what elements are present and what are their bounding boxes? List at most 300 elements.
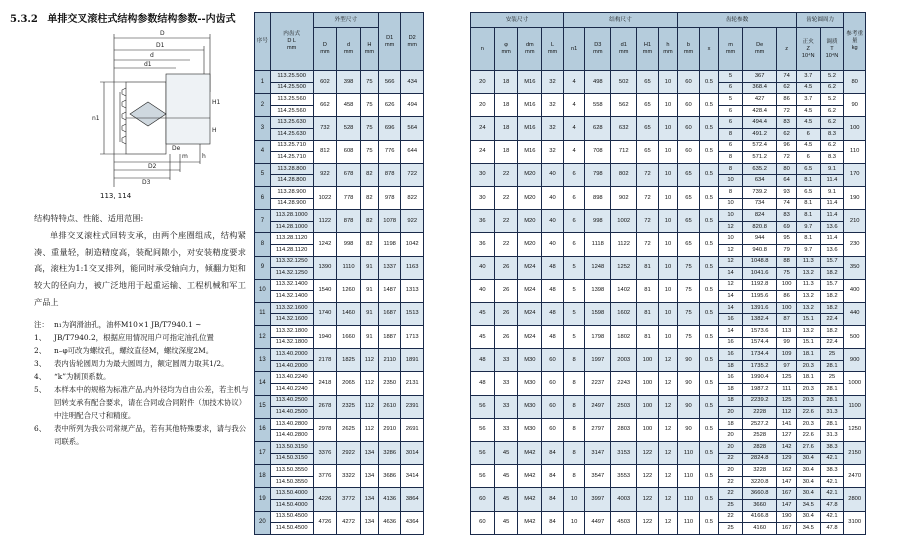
cell-weight: 400 <box>844 279 866 302</box>
table-row <box>255 140 424 152</box>
gear-f1: 4.5 <box>796 140 820 152</box>
cell-n1: 6 <box>563 163 585 186</box>
cell-D1: 1687 <box>378 302 401 325</box>
cell-phi: 26 <box>494 256 518 279</box>
gear-f1: 30.4 <box>796 511 820 523</box>
cell-D3: 2797 <box>585 418 611 441</box>
cell-n1: 6 <box>563 186 585 209</box>
model-113: 113.50.4500 <box>270 511 313 523</box>
cell-b: 110 <box>678 465 700 488</box>
model-113: 113.32.1800 <box>270 326 313 338</box>
gear-f2: 28.1 <box>820 384 844 396</box>
table-row <box>471 256 866 268</box>
gear-f2: 13.6 <box>820 221 844 233</box>
cell-n: 36 <box>471 210 495 233</box>
cell-D3: 3547 <box>585 465 611 488</box>
table-row <box>471 302 866 314</box>
cell-n: 48 <box>471 349 495 372</box>
header-h: h mm <box>658 28 677 71</box>
dim-label: h <box>202 153 206 160</box>
gear-f2: 28.1 <box>820 418 844 430</box>
gear-f1: 8.1 <box>796 198 820 210</box>
dim-label: d <box>150 52 154 59</box>
cell-dm: M20 <box>518 186 542 209</box>
gear-z: 62 <box>777 82 796 94</box>
header-dm: dm mm <box>518 28 542 71</box>
cell-n: 20 <box>471 71 495 94</box>
header-D: D mm <box>313 28 337 71</box>
cell-D3: 798 <box>585 163 611 186</box>
gear-f2: 31.3 <box>820 407 844 419</box>
gear-f1: 13.2 <box>796 326 820 338</box>
cell-n1: 10 <box>563 488 585 511</box>
cell-D2: 564 <box>401 117 424 140</box>
cell-h: 12 <box>658 511 677 534</box>
dim-label: m <box>182 153 188 160</box>
gear-m: 6 <box>719 82 743 94</box>
note-text: 表中所列为我公司常规产品，若有其他特殊要求，请与我公司联系。 <box>54 424 247 446</box>
cell-phi: 45 <box>494 442 518 465</box>
cell-D2: 3864 <box>401 488 424 511</box>
note-label: 4、 <box>34 372 47 381</box>
cell-h: 10 <box>658 302 677 325</box>
cell-weight: 100 <box>844 117 866 140</box>
gear-f2: 42.1 <box>820 453 844 465</box>
gear-m: 14 <box>719 291 743 303</box>
cell-weight: 2800 <box>844 488 866 511</box>
model-113: 113.32.1600 <box>270 302 313 314</box>
gear-De: 367 <box>742 71 777 83</box>
cell-dm: M30 <box>518 395 542 418</box>
gear-f1: 3.7 <box>796 94 820 106</box>
cell-D: 1940 <box>313 326 337 349</box>
table-row <box>471 326 866 338</box>
cell-b: 65 <box>678 186 700 209</box>
gear-De: 2239.2 <box>742 395 777 407</box>
model-114: 114.25.560 <box>270 105 313 117</box>
gear-m: 14 <box>719 326 743 338</box>
cell-x: 0.5 <box>699 418 718 441</box>
gear-De: 4160 <box>742 523 777 535</box>
gear-De: 824 <box>742 210 777 222</box>
row-number: 11 <box>255 302 271 325</box>
cell-phi: 18 <box>494 94 518 117</box>
cell-b: 75 <box>678 256 700 279</box>
gear-De: 2824.8 <box>742 453 777 465</box>
cell-L: 48 <box>542 256 564 279</box>
cell-b: 60 <box>678 94 700 117</box>
gear-z: 83 <box>777 210 796 222</box>
notes-section <box>34 318 249 448</box>
cell-D1: 1078 <box>378 210 401 233</box>
cell-d1: 1602 <box>611 302 637 325</box>
cell-D1: 3286 <box>378 442 401 465</box>
diagram-caption: 113, 114 <box>100 192 132 200</box>
cell-h: 10 <box>658 210 677 233</box>
cell-n1: 10 <box>563 511 585 534</box>
note-text: “k”为制顶系数。 <box>54 372 111 381</box>
cell-d1: 2003 <box>611 349 637 372</box>
cell-b: 90 <box>678 349 700 372</box>
model-113: 113.40.2000 <box>270 349 313 361</box>
cell-b: 75 <box>678 326 700 349</box>
table-row <box>255 210 424 222</box>
gear-f2: 47.8 <box>820 499 844 511</box>
cell-D2: 922 <box>401 210 424 233</box>
gear-f1: 20.3 <box>796 384 820 396</box>
header-model: 内齿式 D L mm <box>270 13 313 71</box>
gear-z: 162 <box>777 465 796 477</box>
cell-weight: 1250 <box>844 418 866 441</box>
gear-De: 3228 <box>742 465 777 477</box>
model-114: 114.40.2800 <box>270 430 313 442</box>
cell-D2: 722 <box>401 163 424 186</box>
cell-D2: 2391 <box>401 395 424 418</box>
gear-De: 2527.2 <box>742 418 777 430</box>
cell-x: 0.5 <box>699 71 718 94</box>
note-item <box>34 383 249 422</box>
cell-L: 32 <box>542 117 564 140</box>
table-row <box>255 349 424 361</box>
gear-De: 491.2 <box>742 128 777 140</box>
cell-D1: 2110 <box>378 349 401 372</box>
cell-d1: 562 <box>611 94 637 117</box>
cell-weight: 2150 <box>844 442 866 465</box>
gear-z: 95 <box>777 233 796 245</box>
gear-f2: 15.7 <box>820 256 844 268</box>
cell-x: 0.5 <box>699 94 718 117</box>
cell-h: 10 <box>658 326 677 349</box>
gear-f1: 13.2 <box>796 302 820 314</box>
gear-f1: 8.1 <box>796 210 820 222</box>
cell-H1: 122 <box>637 442 659 465</box>
gear-De: 368.4 <box>742 82 777 94</box>
cell-d1: 502 <box>611 71 637 94</box>
cell-H1: 122 <box>637 488 659 511</box>
cell-n: 45 <box>471 302 495 325</box>
cell-b: 60 <box>678 140 700 163</box>
model-dimension-table <box>254 12 424 535</box>
gear-f1: 30.4 <box>796 488 820 500</box>
gear-f1: 20.3 <box>796 395 820 407</box>
gear-f1: 6 <box>796 128 820 140</box>
gear-f1: 8.1 <box>796 175 820 187</box>
cell-d1: 2503 <box>611 395 637 418</box>
cell-h: 12 <box>658 442 677 465</box>
cell-dm: M16 <box>518 140 542 163</box>
cell-x: 0.5 <box>699 140 718 163</box>
cell-H1: 65 <box>637 94 659 117</box>
gear-m: 18 <box>719 384 743 396</box>
cell-weight: 210 <box>844 210 866 233</box>
gear-f2: 6.2 <box>820 82 844 94</box>
cell-D1: 1487 <box>378 279 401 302</box>
cell-n1: 8 <box>563 465 585 488</box>
cell-h: 12 <box>658 372 677 395</box>
gear-De: 940.8 <box>742 244 777 256</box>
gear-m: 20 <box>719 465 743 477</box>
cell-H: 82 <box>360 233 378 256</box>
cell-d: 3772 <box>337 488 361 511</box>
cell-H: 82 <box>360 210 378 233</box>
gear-De: 494.4 <box>742 117 777 129</box>
cell-H1: 81 <box>637 256 659 279</box>
cell-D3: 4497 <box>585 511 611 534</box>
gear-m: 16 <box>719 349 743 361</box>
cell-H1: 100 <box>637 395 659 418</box>
gear-z: 99 <box>777 337 796 349</box>
cell-H1: 72 <box>637 233 659 256</box>
cell-H1: 100 <box>637 372 659 395</box>
model-114: 114.32.1800 <box>270 337 313 349</box>
gear-m: 12 <box>719 221 743 233</box>
header-D3: D3 mm <box>585 28 611 71</box>
gear-De: 1041.6 <box>742 268 777 280</box>
cell-x: 0.5 <box>699 210 718 233</box>
model-113: 113.25.560 <box>270 94 313 106</box>
gear-z: 87 <box>777 314 796 326</box>
cell-d1: 3153 <box>611 442 637 465</box>
cell-x: 0.5 <box>699 349 718 372</box>
cell-dm: M20 <box>518 163 542 186</box>
cell-d: 3322 <box>337 465 361 488</box>
gear-f1: 9.7 <box>796 221 820 233</box>
section-number: 5.3.2 <box>10 14 38 25</box>
table-row <box>255 186 424 198</box>
table-row <box>471 210 866 222</box>
cell-d1: 2243 <box>611 372 637 395</box>
cell-D: 732 <box>313 117 337 140</box>
row-number: 4 <box>255 140 271 163</box>
gear-De: 2528 <box>742 430 777 442</box>
header-weight: 参考重量 kg <box>844 13 866 71</box>
gear-m: 8 <box>719 163 743 175</box>
cell-b: 65 <box>678 210 700 233</box>
gear-z: 190 <box>777 511 796 523</box>
cell-b: 110 <box>678 511 700 534</box>
cell-D1: 1337 <box>378 256 401 279</box>
cell-H1: 81 <box>637 279 659 302</box>
note-label: 注：1、 <box>34 320 49 342</box>
gear-f2: 5.2 <box>820 71 844 83</box>
model-113: 113.50.3150 <box>270 442 313 454</box>
cell-weight: 500 <box>844 326 866 349</box>
gear-m: 12 <box>719 279 743 291</box>
cell-H1: 65 <box>637 71 659 94</box>
cell-n1: 8 <box>563 349 585 372</box>
cell-dm: M42 <box>518 465 542 488</box>
cell-D: 602 <box>313 71 337 94</box>
cell-x: 0.5 <box>699 163 718 186</box>
cell-d: 1260 <box>337 279 361 302</box>
header-H1: H1 mm <box>637 28 659 71</box>
cell-h: 10 <box>658 94 677 117</box>
cell-H: 75 <box>360 117 378 140</box>
gear-f2: 9.1 <box>820 186 844 198</box>
gear-f1: 13.2 <box>796 291 820 303</box>
structure-gear-table <box>470 12 866 535</box>
cell-H1: 122 <box>637 465 659 488</box>
cell-phi: 22 <box>494 233 518 256</box>
gear-f2: 42.1 <box>820 511 844 523</box>
note-label: 2、 <box>34 346 47 355</box>
gear-f1: 11.3 <box>796 279 820 291</box>
cell-D3: 628 <box>585 117 611 140</box>
cell-D2: 2691 <box>401 418 424 441</box>
gear-m: 22 <box>719 488 743 500</box>
cell-D3: 998 <box>585 210 611 233</box>
table-row <box>471 488 866 500</box>
cell-h: 12 <box>658 465 677 488</box>
gear-f1: 22.6 <box>796 407 820 419</box>
cell-dm: M20 <box>518 233 542 256</box>
cell-D2: 1713 <box>401 326 424 349</box>
cell-phi: 18 <box>494 140 518 163</box>
cell-D3: 1798 <box>585 326 611 349</box>
cell-L: 84 <box>542 488 564 511</box>
gear-z: 141 <box>777 418 796 430</box>
row-number: 1 <box>255 71 271 94</box>
dim-label: d1 <box>144 61 152 68</box>
cell-L: 60 <box>542 418 564 441</box>
cell-d: 2065 <box>337 372 361 395</box>
table-row <box>255 418 424 430</box>
cell-x: 0.5 <box>699 395 718 418</box>
model-114: 114.32.1400 <box>270 291 313 303</box>
cell-b: 65 <box>678 233 700 256</box>
cell-d1: 2803 <box>611 418 637 441</box>
gear-f2: 8.3 <box>820 128 844 140</box>
gear-m: 22 <box>719 453 743 465</box>
gear-m: 12 <box>719 256 743 268</box>
table-row <box>471 163 866 175</box>
bearing-cross-section-diagram <box>30 22 220 192</box>
dim-label: D2 <box>148 163 157 170</box>
cell-D2: 822 <box>401 186 424 209</box>
gear-z: 111 <box>777 384 796 396</box>
model-114: 114.50.4000 <box>270 499 313 511</box>
cell-D: 3776 <box>313 465 337 488</box>
cell-weight: 190 <box>844 186 866 209</box>
gear-f2: 15.7 <box>820 279 844 291</box>
cell-d1: 1002 <box>611 210 637 233</box>
cell-D: 812 <box>313 140 337 163</box>
cell-n: 60 <box>471 488 495 511</box>
note-item <box>34 422 249 448</box>
cell-x: 0.5 <box>699 233 718 256</box>
cell-h: 10 <box>658 279 677 302</box>
cell-H: 91 <box>360 326 378 349</box>
table-row <box>255 372 424 384</box>
gear-z: 127 <box>777 430 796 442</box>
cell-h: 10 <box>658 233 677 256</box>
header-outline: 外型尺寸 <box>313 13 378 28</box>
note-text: n₁为润滑油孔，油杯M10×1 JB/T7940.1 ~ JB/T7940.2，根据应用情况用户可指定油孔位置 <box>54 320 214 342</box>
header-force-tempered: 调质 T 10⁴N <box>820 28 844 71</box>
group-structure: 结构尺寸 <box>563 13 677 28</box>
gear-m: 5 <box>719 94 743 106</box>
gear-De: 3660 <box>742 499 777 511</box>
gear-f1: 3.7 <box>796 71 820 83</box>
model-113: 113.40.2240 <box>270 372 313 384</box>
table-row <box>471 233 866 245</box>
cell-n: 56 <box>471 465 495 488</box>
cell-D1: 1887 <box>378 326 401 349</box>
gear-f2: 42.1 <box>820 488 844 500</box>
gear-m: 10 <box>719 210 743 222</box>
cell-D2: 2131 <box>401 372 424 395</box>
row-number: 5 <box>255 163 271 186</box>
gear-f2: 31.3 <box>820 430 844 442</box>
table-row <box>255 117 424 129</box>
cell-H: 75 <box>360 140 378 163</box>
gear-f1: 18.1 <box>796 349 820 361</box>
model-114: 114.50.3150 <box>270 453 313 465</box>
model-114: 114.25.630 <box>270 128 313 140</box>
cell-d1: 632 <box>611 117 637 140</box>
gear-m: 20 <box>719 430 743 442</box>
table-row <box>471 442 866 454</box>
cell-phi: 45 <box>494 465 518 488</box>
gear-z: 113 <box>777 326 796 338</box>
note-text: n–φ可改为螺纹孔，螺纹直径M，螺纹深度2M。 <box>54 346 214 355</box>
cell-D: 1122 <box>313 210 337 233</box>
cell-phi: 26 <box>494 326 518 349</box>
gear-m: 16 <box>719 314 743 326</box>
cell-H1: 72 <box>637 163 659 186</box>
cell-n: 56 <box>471 442 495 465</box>
gear-f1: 6.5 <box>796 186 820 198</box>
model-114: 114.32.1250 <box>270 268 313 280</box>
cell-h: 12 <box>658 488 677 511</box>
cell-phi: 26 <box>494 302 518 325</box>
cell-D2: 3014 <box>401 442 424 465</box>
cell-b: 90 <box>678 395 700 418</box>
gear-f2: 5.2 <box>820 94 844 106</box>
cell-L: 84 <box>542 511 564 534</box>
gear-m: 18 <box>719 395 743 407</box>
gear-z: 125 <box>777 395 796 407</box>
gear-z: 167 <box>777 488 796 500</box>
gear-f2: 25 <box>820 349 844 361</box>
gear-z: 62 <box>777 128 796 140</box>
gear-f2: 13.6 <box>820 244 844 256</box>
gear-f2: 28.1 <box>820 395 844 407</box>
cell-H: 75 <box>360 94 378 117</box>
cell-b: 90 <box>678 418 700 441</box>
gear-m: 16 <box>719 337 743 349</box>
cell-L: 48 <box>542 302 564 325</box>
features-body: 单排交叉滚柱式回转支承，由两个座圈组成，结构紧凑、重量轻，制造精度高，装配间隙小，对安装精度要求高，滚柱为1:1交叉排列，能同时承受轴向力，倾翻力矩和较大的径向力，被广泛地用于起重运输、工程机械和军工产品上 <box>34 229 246 307</box>
gear-z: 97 <box>777 360 796 372</box>
cell-D3: 1118 <box>585 233 611 256</box>
cell-D: 2678 <box>313 395 337 418</box>
gear-f1: 9.7 <box>796 244 820 256</box>
cell-D1: 3686 <box>378 465 401 488</box>
gear-f2: 18.2 <box>820 268 844 280</box>
gear-f1: 6.5 <box>796 163 820 175</box>
gear-De: 820.8 <box>742 221 777 233</box>
model-113: 113.28.800 <box>270 163 313 175</box>
gear-f1: 4.5 <box>796 117 820 129</box>
cell-d: 2625 <box>337 418 361 441</box>
gear-f1: 20.3 <box>796 418 820 430</box>
gear-f2: 11.4 <box>820 210 844 222</box>
note-item <box>34 370 249 383</box>
gear-De: 1574.4 <box>742 337 777 349</box>
cell-H1: 72 <box>637 210 659 233</box>
cell-x: 0.5 <box>699 372 718 395</box>
